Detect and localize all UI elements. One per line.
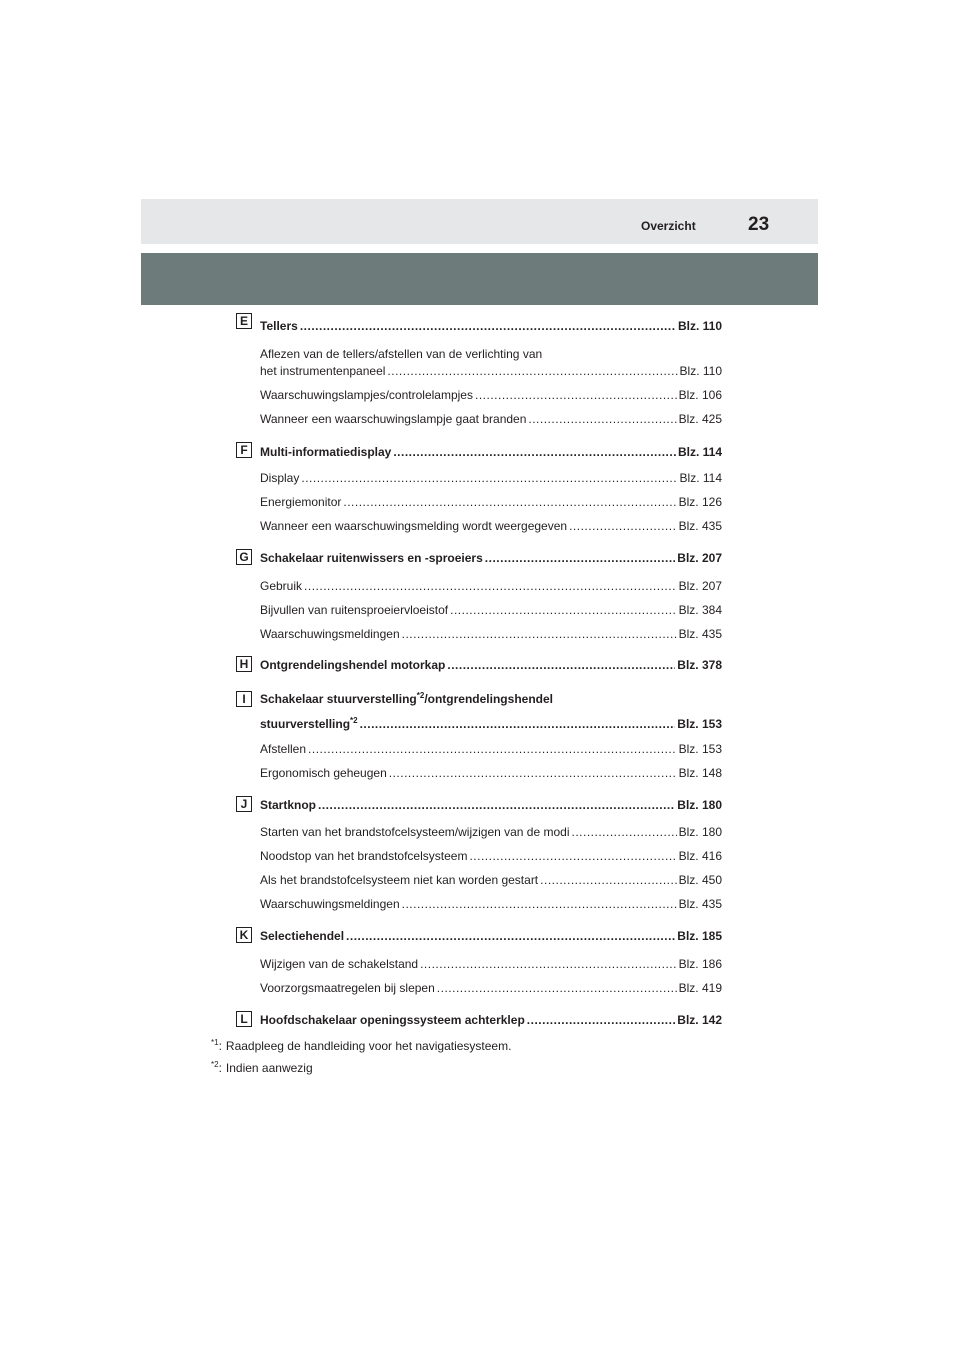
- entry-title: Tellers: [260, 319, 298, 333]
- entry-title-part: Schakelaar stuurverstelling: [260, 692, 417, 706]
- entry-title: Selectiehendel: [260, 929, 345, 943]
- toc-subentry[interactable]: [260, 387, 722, 403]
- entry-label: Waarschuwingsmeldingen: [260, 627, 400, 641]
- leader-dots: [360, 716, 676, 732]
- section-letter-h: H: [236, 656, 252, 672]
- page-ref: Blz. 180: [677, 798, 722, 812]
- section-letter-g: G: [236, 549, 252, 565]
- entry-title: Schakelaar ruitenwissers en -sproeiers: [260, 551, 483, 565]
- entry-label: Wanneer een waarschuwingsmelding wordt weergegeven: [260, 519, 568, 533]
- footnote-mark: *2: [350, 716, 358, 725]
- page-ref: Blz. 207: [677, 551, 722, 565]
- entry-label: Wijzigen van de schakelstand: [260, 957, 419, 971]
- toc-entry[interactable]: [260, 797, 722, 813]
- leader-dots: [469, 848, 676, 864]
- page-ref: Blz. 450: [678, 873, 722, 887]
- leader-dots: [389, 765, 677, 781]
- page-ref: Blz. 435: [678, 519, 722, 533]
- leader-dots: [540, 872, 676, 888]
- page-ref: Blz. 180: [678, 825, 722, 839]
- leader-dots: [450, 602, 677, 618]
- entry-label: Gebruik: [260, 579, 303, 593]
- toc-subentry[interactable]: [260, 896, 722, 912]
- leader-dots: [402, 626, 677, 642]
- page-ref: Blz. 419: [678, 981, 722, 995]
- section-letter-e: E: [236, 313, 252, 329]
- toc-entry[interactable]: [260, 657, 722, 673]
- entry-label: Als het brandstofcelsysteem niet kan worden gestart: [260, 873, 539, 887]
- page-ref: Blz. 425: [678, 412, 722, 426]
- leader-dots: [527, 1012, 676, 1028]
- entry-title-part: /ontgrendelingshendel: [424, 692, 553, 706]
- page-ref: Blz. 186: [678, 957, 722, 971]
- leader-dots: [572, 824, 677, 840]
- toc-entry[interactable]: [260, 444, 722, 460]
- footnote-text: Indien aanwezig: [225, 1061, 313, 1075]
- leader-dots: [301, 470, 677, 486]
- page-ref: Blz. 378: [677, 658, 722, 672]
- entry-title-part: stuurverstelling: [260, 717, 351, 731]
- leader-dots: [343, 494, 676, 510]
- toc-subentry[interactable]: [260, 848, 722, 864]
- toc-subentry[interactable]: [260, 980, 722, 996]
- toc-subentry[interactable]: [260, 956, 722, 972]
- footnote-2: [211, 1060, 313, 1076]
- footnote-text: Raadpleeg de handleiding voor het navigatiesysteem.: [225, 1039, 512, 1053]
- page-ref: Blz. 435: [678, 627, 722, 641]
- leader-dots: [318, 797, 675, 813]
- leader-dots: [304, 578, 677, 594]
- entry-label: Starten van het brandstofcelsysteem/wijzigen van de modi: [260, 825, 570, 839]
- toc-subentry[interactable]: [260, 578, 722, 594]
- entry-label: het instrumentenpaneel: [260, 364, 386, 378]
- leader-dots: [528, 411, 676, 427]
- page-ref: Blz. 148: [678, 766, 722, 780]
- entry-line: Aflezen van de tellers/afstellen van de verlichting van: [260, 347, 543, 361]
- page-ref: Blz. 110: [677, 319, 722, 333]
- page-ref: Blz. 114: [677, 445, 722, 459]
- toc-subentry[interactable]: [260, 411, 722, 427]
- toc-subentry[interactable]: [260, 824, 722, 840]
- entry-title: [260, 716, 358, 732]
- section-title: Overzicht: [641, 219, 696, 233]
- footnote-colon: :: [218, 1061, 222, 1075]
- footnote-colon: :: [218, 1039, 222, 1053]
- entry-title-line: [260, 691, 553, 707]
- entry-title: Hoofdschakelaar openingssysteem achterklep: [260, 1013, 525, 1027]
- page-ref: Blz. 153: [678, 742, 722, 756]
- toc-subentry[interactable]: [260, 470, 722, 486]
- entry-label: Waarschuwingslampjes/controlelampjes: [260, 388, 473, 402]
- entry-label: Waarschuwingsmeldingen: [260, 897, 400, 911]
- leader-dots: [569, 518, 677, 534]
- toc-subentry[interactable]: [260, 626, 722, 642]
- leader-dots: [420, 956, 677, 972]
- entry-title: Startknop: [260, 798, 317, 812]
- page-ref: Blz. 207: [678, 579, 722, 593]
- leader-dots: [393, 444, 676, 460]
- entry-label: Energiemonitor: [260, 495, 342, 509]
- leader-dots: [346, 928, 675, 944]
- entry-label: Bijvullen van ruitensproeiervloeistof: [260, 603, 449, 617]
- entry-label: Ergonomisch geheugen: [260, 766, 387, 780]
- leader-dots: [402, 896, 677, 912]
- entry-title: Multi-informatiedisplay: [260, 445, 392, 459]
- toc-entry[interactable]: [260, 1012, 722, 1028]
- header-bar: [141, 199, 818, 244]
- footnote-mark: *1: [211, 1038, 219, 1047]
- leader-dots: [485, 550, 676, 566]
- toc-entry[interactable]: [260, 928, 722, 944]
- page-ref: Blz. 185: [677, 929, 722, 943]
- toc-subentry[interactable]: [260, 494, 722, 510]
- toc-entry[interactable]: [260, 318, 722, 334]
- page-ref: Blz. 106: [678, 388, 722, 402]
- leader-dots: [447, 657, 675, 673]
- section-letter-f: F: [236, 442, 252, 458]
- page-ref: Blz. 435: [678, 897, 722, 911]
- page-ref: Blz. 384: [678, 603, 722, 617]
- footnote-mark: *2: [416, 691, 425, 700]
- leader-dots: [308, 741, 677, 757]
- section-letter-k: K: [236, 927, 252, 943]
- toc-entry[interactable]: [260, 716, 722, 732]
- leader-dots: [437, 980, 677, 996]
- page-ref: Blz. 142: [677, 1013, 722, 1027]
- header-band: [141, 253, 818, 305]
- page-ref: Blz. 110: [679, 364, 722, 378]
- page-ref: Blz. 114: [679, 471, 722, 485]
- entry-label: Afstellen: [260, 742, 307, 756]
- footnote-mark: *2: [211, 1060, 219, 1069]
- page-number: 23: [748, 214, 770, 235]
- toc-subentry[interactable]: [260, 872, 722, 888]
- entry-label: Noodstop van het brandstofcelsysteem: [260, 849, 468, 863]
- page-ref: Blz. 416: [678, 849, 722, 863]
- entry-label: Display: [260, 471, 300, 485]
- entry-label: Wanneer een waarschuwingslampje gaat branden: [260, 412, 527, 426]
- page-ref: Blz. 153: [677, 717, 722, 731]
- toc-subentry[interactable]: [260, 602, 722, 618]
- leader-dots: [387, 363, 677, 379]
- toc-subentry[interactable]: [260, 765, 722, 781]
- entry-label: Voorzorgsmaatregelen bij slepen: [260, 981, 435, 995]
- toc-subentry[interactable]: [260, 363, 722, 379]
- leader-dots: [475, 387, 677, 403]
- toc-entry[interactable]: [260, 550, 722, 566]
- footnote-1: [211, 1038, 511, 1054]
- entry-title: Ontgrendelingshendel motorkap: [260, 658, 446, 672]
- toc-subentry[interactable]: [260, 518, 722, 534]
- section-letter-l: L: [236, 1011, 252, 1027]
- page-ref: Blz. 126: [678, 495, 722, 509]
- toc-subentry[interactable]: [260, 741, 722, 757]
- section-letter-j: J: [236, 796, 252, 812]
- leader-dots: [300, 318, 676, 334]
- section-letter-i: I: [236, 691, 252, 707]
